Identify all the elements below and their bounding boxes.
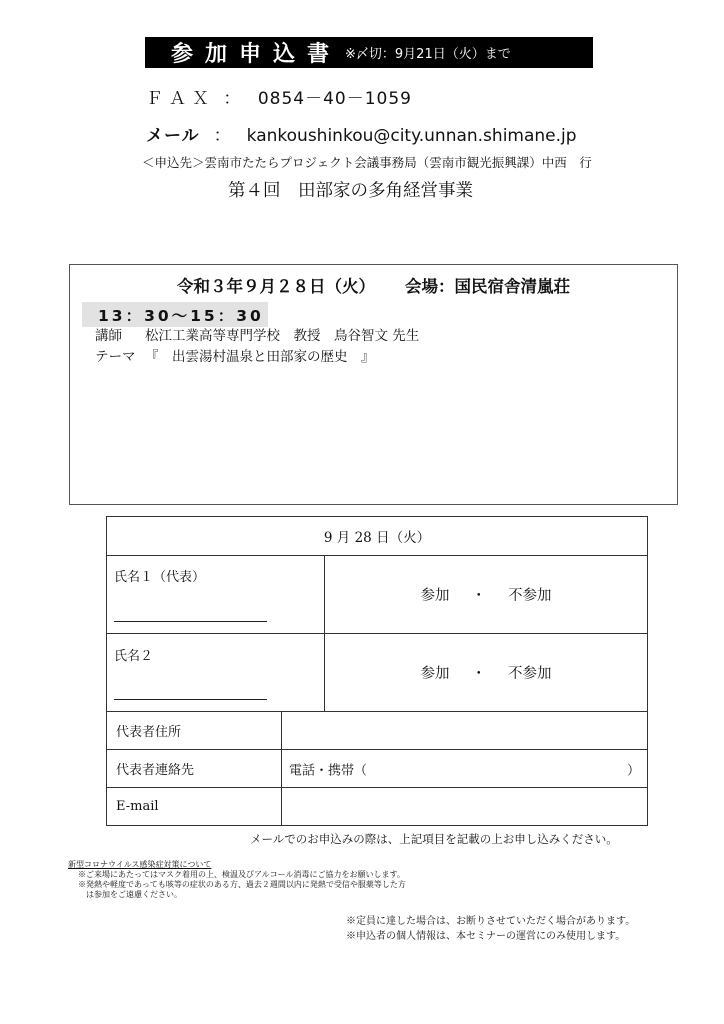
fax-label: ＦＡＸ bbox=[146, 89, 215, 109]
destination: ＜申込先＞雲南市たたらプロジェクト会議事務局（雲南市観光振興課）中西 行 bbox=[142, 155, 592, 170]
lecturer-name: 松江工業高等専門学校 教授 鳥谷智文 先生 bbox=[145, 328, 420, 344]
lecturer-label: 講師 bbox=[95, 328, 122, 344]
address-field[interactable] bbox=[282, 712, 648, 750]
title-banner bbox=[145, 37, 593, 68]
event-time: 13：30～15：30 bbox=[82, 302, 268, 327]
covid-line-2: ※発熱や軽度であっても咳等の症状のある方、過去２週間以内に発熱で受信や服薬等した方 bbox=[78, 880, 406, 889]
lecturer-line bbox=[95, 324, 419, 344]
footer-notes bbox=[346, 914, 635, 944]
event-title: 第４回 田部家の多角経営事業 bbox=[228, 181, 473, 201]
mail-line bbox=[146, 121, 577, 146]
covid-heading: 新型コロナウイルス感染症対策について bbox=[68, 860, 212, 869]
mail-address[interactable]: kankoushinkou@city.unnan.shimane.jp bbox=[246, 126, 577, 146]
email-field[interactable] bbox=[282, 788, 648, 826]
attend-yes-option-2[interactable]: 参加 bbox=[420, 666, 450, 682]
theme-label: テーマ bbox=[95, 349, 136, 365]
mail-colon: ： bbox=[213, 126, 231, 146]
event-details-box bbox=[69, 264, 678, 505]
attend-no-option-2[interactable]: 不参加 bbox=[508, 666, 552, 682]
phone-close-paren: ） bbox=[626, 763, 640, 778]
name2-underline bbox=[114, 699, 267, 700]
name1-label: 氏名１（代表） bbox=[114, 570, 206, 585]
covid-line-1: ※ご来場にあたってはマスク着用の上、検温及びアルコール消毒にご協力をお願いします。 bbox=[78, 870, 405, 879]
deadline-note: ※〆切：9月21日（火）まで bbox=[345, 47, 511, 62]
contact-label: 代表者連絡先 bbox=[107, 750, 282, 788]
attend-separator-1: ・ bbox=[471, 588, 486, 604]
fax-number: 0854－40－1059 bbox=[257, 89, 412, 109]
form-date-header: 9 月 28 日（火） bbox=[107, 517, 648, 556]
theme-text: 『 出雲湯村温泉と田部家の歴史 』 bbox=[145, 349, 375, 365]
page-title: 参加申込書 bbox=[171, 42, 342, 67]
event-date: 令和３年９月２８日（火） bbox=[177, 277, 375, 296]
name2-label: 氏名２ bbox=[114, 649, 154, 664]
covid-notice bbox=[68, 860, 406, 900]
name2-field[interactable] bbox=[107, 634, 325, 712]
email-label: E-mail bbox=[107, 788, 282, 826]
attend-no-option-1[interactable]: 不参加 bbox=[508, 588, 552, 604]
attendance-choice-2 bbox=[325, 634, 648, 712]
attendance-choice-1 bbox=[325, 556, 648, 634]
name1-underline bbox=[114, 621, 267, 622]
address-label: 代表者住所 bbox=[107, 712, 282, 750]
fax-line bbox=[146, 84, 412, 109]
fax-colon: ： bbox=[223, 89, 242, 109]
theme-line bbox=[95, 345, 375, 365]
phone-field[interactable] bbox=[282, 750, 648, 788]
phone-label: 電話・携帯（ bbox=[289, 763, 368, 778]
email-instruction: メールでのお申込みの際は、上記項目を記載の上お申し込みください。 bbox=[250, 832, 618, 846]
mail-label: メール bbox=[146, 126, 200, 146]
event-venue: 会場：国民宿舎清嵐荘 bbox=[405, 277, 570, 296]
footer-note-1: ※定員に達した場合は、お断りさせていただく場合があります。 bbox=[346, 916, 636, 927]
name1-field[interactable] bbox=[107, 556, 325, 634]
application-form bbox=[106, 516, 648, 826]
event-date-venue bbox=[70, 273, 677, 297]
attend-separator-2: ・ bbox=[471, 666, 486, 682]
footer-note-2: ※申込者の個人情報は、本セミナーの運営にのみ使用します。 bbox=[346, 931, 626, 942]
covid-line-3: は参加をご遠慮ください。 bbox=[86, 890, 182, 899]
attend-yes-option-1[interactable]: 参加 bbox=[420, 588, 450, 604]
